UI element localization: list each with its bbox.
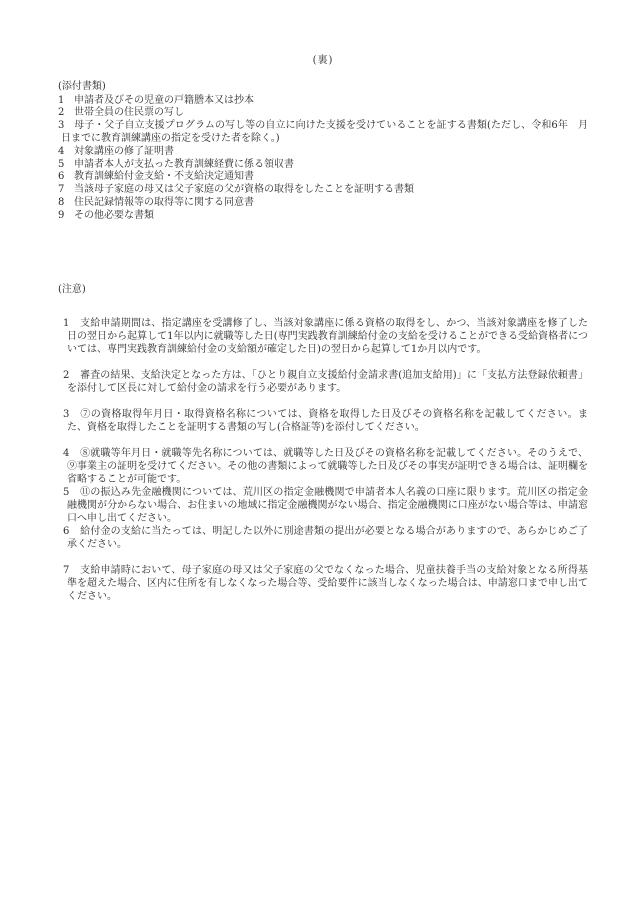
note-item-number: 2 <box>63 370 70 382</box>
attachment-item <box>58 95 588 108</box>
attachment-item-number: 5 <box>58 158 65 170</box>
attachment-item-text: 住民記録情報等の取得等に関する同意書 <box>74 196 254 208</box>
attachment-item <box>58 107 588 120</box>
attachment-item <box>58 210 588 223</box>
attachment-item <box>58 197 588 210</box>
note-item-text: 審査の結果、支給決定となった方は、「ひとり親自立支援給付金請求書(追加支給用)」に「支払方法登録依頼書」を添付して区長に対して給付金の請求を行う必要があります。 <box>67 370 588 395</box>
attachment-item-text: 母子・父子自立支援プログラムの写し等の自立に向けた支援を受けていることを証する書類(ただし、令和6年 月 日までに教育訓練講座の指定を受けた者を除く。) <box>61 120 598 144</box>
note-item <box>63 317 588 356</box>
note-item-text: ⑪の振込み先金融機関については、荒川区の指定金融機関で申請者本人名義の口座に限ります。荒川区の指定金融機関が分からない場合、お住まいの地域に指定金融機関がない場合、指定金融機関に口座がない場合等は、申請窓口へ申し出てください。 <box>67 487 588 525</box>
note-item <box>63 369 588 395</box>
attachment-item <box>58 159 588 172</box>
attachment-item-number: 7 <box>58 184 65 196</box>
attachment-item <box>58 120 598 146</box>
attachment-item-text: 申請者本人が支払った教育訓練経費に係る領収書 <box>74 158 294 170</box>
note-item-text: 給付金の支給に当たっては、明記した以外に別途書類の提出が必要となる場合がありますので、あらかじめご了承ください。 <box>67 526 588 551</box>
attachments-section <box>58 80 598 223</box>
notes-section <box>58 284 588 604</box>
note-item-number: 5 <box>63 487 70 499</box>
note-item-text: 支給申請期間は、指定講座を受講修了し、当該対象講座に係る資格の取得をし、かつ、当該対象講座を修了した日の翌日から起算して1年以内に就職等した日(専門実践教育訓練給付金の支給を受けることができる受給資格者については、専門実践教育訓練給付金の支給額が確定した日)の翌日から起算して1か月以内です。 <box>67 318 588 356</box>
attachment-item <box>58 184 588 197</box>
note-item <box>63 486 588 525</box>
attachments-heading: (添付書類) <box>58 80 106 92</box>
attachment-item-text: 世帯全員の住民票の写し <box>74 107 184 119</box>
attachment-item-text: 当該母子家庭の母又は父子家庭の父が資格の取得をしたことを証明する書類 <box>74 184 414 196</box>
attachments-list <box>58 94 598 223</box>
notes-list <box>58 317 588 603</box>
note-item <box>63 447 588 486</box>
notes-heading: (注意) <box>58 283 86 295</box>
attachment-item-number: 3 <box>58 120 65 132</box>
attachment-item <box>58 146 588 159</box>
attachment-item-number: 1 <box>58 94 65 106</box>
note-item-text: ⑧就職等年月日・就職等先名称については、就職等した日及びその資格名称を記載してください。そのうえで、⑨事業主の証明を受けてください。その他の書類によって就職等した日及びその事実が証明できる場合は、証明欄を省略することが可能です。 <box>67 448 588 486</box>
attachment-item-number: 4 <box>58 145 65 157</box>
note-item-number: 4 <box>63 448 70 460</box>
note-item-number: 1 <box>63 318 70 330</box>
attachment-item <box>58 171 588 184</box>
attachment-item-number: 8 <box>58 196 65 208</box>
note-item <box>63 564 588 603</box>
note-item-text: 支給申請時において、母子家庭の母又は父子家庭の父でなくなった場合、児童扶養手当の支給対象となる所得基準を超えた場合、区内に住所を有しなくなった場合等、受給要件に該当しなくなった場合は、申請窓口まで申し出てください。 <box>67 565 588 603</box>
note-item <box>63 408 588 434</box>
attachment-item-number: 9 <box>58 209 65 221</box>
attachment-item-text: 対象講座の修了証明書 <box>74 145 174 157</box>
page-side-label: (裏) <box>312 55 334 66</box>
attachment-item-number: 6 <box>58 171 65 183</box>
attachment-item-text: 申請者及びその児童の戸籍謄本又は抄本 <box>74 94 254 106</box>
attachment-item-text: その他必要な書類 <box>74 209 154 221</box>
note-item-number: 7 <box>63 565 70 577</box>
note-item-text: ⑦の資格取得年月日・取得資格名称については、資格を取得した日及びその資格名称を記載してください。また、資格を取得したことを証明する書類の写し(合格証等)を添付してください。 <box>67 409 588 434</box>
attachment-item-text: 教育訓練給付金支給・不支給決定通知書 <box>74 171 254 183</box>
attachment-item-number: 2 <box>58 107 65 119</box>
note-item-number: 3 <box>63 409 70 421</box>
note-item-number: 6 <box>63 526 70 538</box>
note-item <box>63 525 588 551</box>
